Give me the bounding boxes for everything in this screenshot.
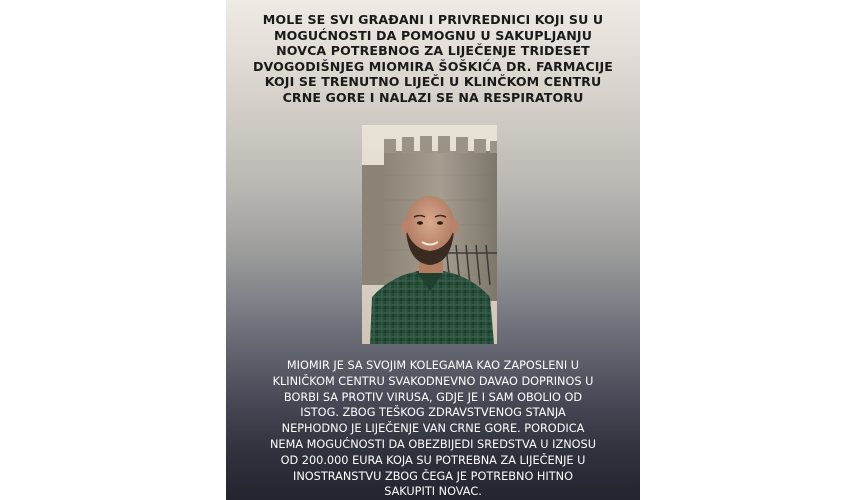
- story-card: [226, 0, 640, 500]
- appeal-heading: MOLE SE SVI GRAĐANI I PRIVREDNICI KOJI SU U MOGUĆNOSTI DA POMOGNU U SAKUPLJANJU NOVCA POTREBNOG ZA LIJEČENJE TRIDESET DVOGODIŠNJEG MIOMIRA ŠOŠKIĆA DR. FARMACIJE KOJI SE TRENUTNO LIJEČI U KLINČKOM CENTRU CRNE GORE I NALAZI SE NA RESPIRATORU: [253, 12, 613, 105]
- portrait-illustration: [362, 125, 497, 344]
- portrait-photo: [362, 125, 497, 344]
- appeal-body-text: MIOMIR JE SA SVOJIM KOLEGAMA KAO ZAPOSLENI U KLINIČKOM CENTRU SVAKODNEVNO DAVAO DOPRINOS U BORBI SA PROTIV VIRUSA, GDJE JE I SAM OBOLIO OD ISTOG. ZBOG TEŠKOG ZDRAVSTVENOG STANJA NEPHODNO JE LIJEČENJE VAN CRNE GORE. PORODICA NEMA MOGUĆNOSTI DA OBEZBIJEDI SREDSTVA U IZNOSU OD 200.000 EURA KOJA SU POTREBNA ZA LIJEČENJE U INOSTRANSTVU ZBOG ČEGA JE POTREBNO HITNO SAKUPITI NOVAC.: [269, 359, 596, 499]
